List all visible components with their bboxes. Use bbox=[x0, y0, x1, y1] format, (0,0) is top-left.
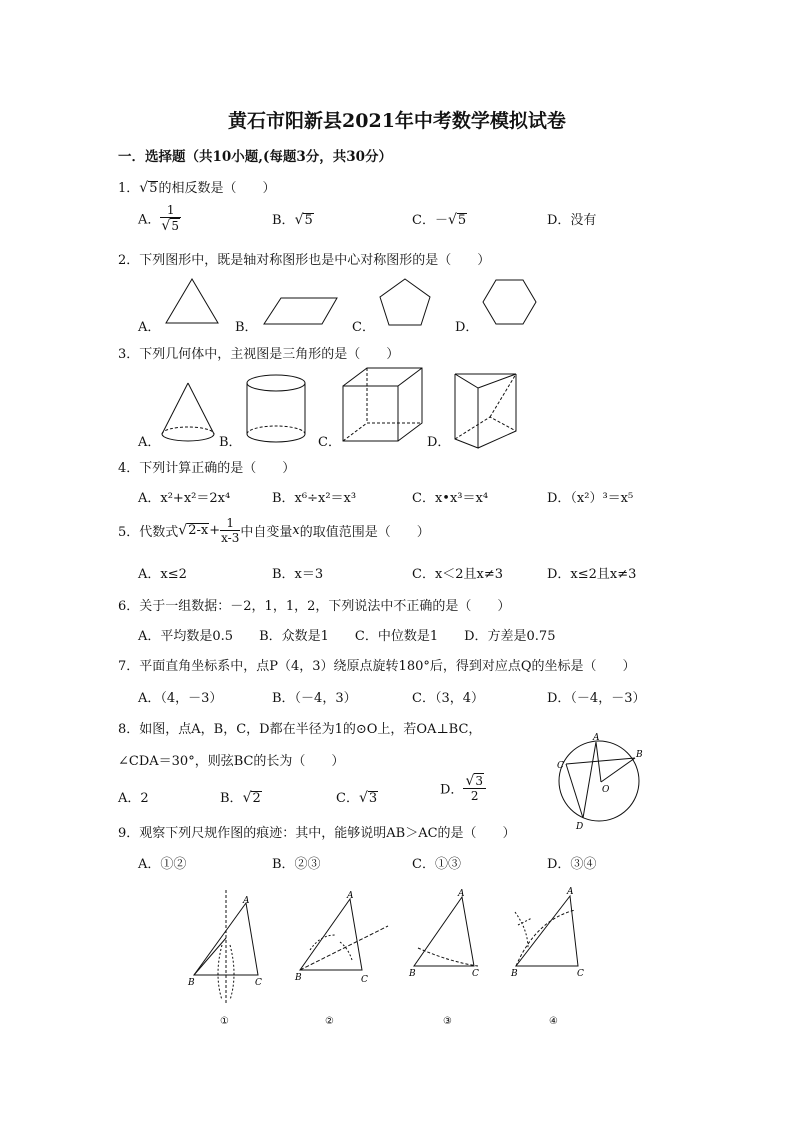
fig2-point-c: C bbox=[361, 975, 368, 985]
numerator: 1 bbox=[220, 516, 240, 531]
q9-option-d: D．③④ bbox=[547, 857, 597, 872]
q2-option-d: D． bbox=[455, 320, 479, 335]
fig2-point-a: A bbox=[347, 891, 354, 901]
q3-option-d: D． bbox=[427, 435, 451, 450]
point-b-label: B bbox=[636, 750, 643, 760]
radical-sign: √ bbox=[139, 180, 149, 196]
question-7-text: 7．平面直角坐标系中，点P（4，3）绕原点旋转180°后，得到对应点Q的坐标是（ ） bbox=[118, 659, 636, 674]
radicand: 5 bbox=[457, 213, 467, 228]
fig4-point-b: B bbox=[511, 969, 518, 979]
fig4-point-c: C bbox=[577, 969, 584, 979]
option-letter: A． bbox=[138, 212, 161, 228]
section-heading: 一．选择题（共10小题,(每题3分，共30分） bbox=[118, 149, 393, 165]
q1-option-b: B．√5 bbox=[272, 212, 313, 228]
construction-figure-4 bbox=[515, 896, 578, 966]
q3-option-c: C． bbox=[318, 435, 341, 450]
q6-options: A．平均数是0.5 B．众数是1 C．中位数是1 D．方差是0.75 bbox=[138, 629, 556, 644]
q5-variable: x bbox=[292, 523, 300, 538]
option-letter: C．－ bbox=[412, 213, 448, 228]
fig1-point-c: C bbox=[255, 978, 262, 988]
numerator: 1 bbox=[160, 203, 181, 218]
question-2-text: 2．下列图形中，既是轴对称图形也是中心对称图形的是（ ） bbox=[118, 253, 491, 268]
option-letter: C． bbox=[336, 791, 359, 806]
q5-option-d: D．x≤2且x≠3 bbox=[547, 567, 637, 582]
fig4-label: ④ bbox=[549, 1016, 558, 1027]
radicand: 3 bbox=[368, 791, 378, 806]
q8-option-a: A．2 bbox=[118, 791, 149, 806]
page-title: 黄石市阳新县2021年中考数学模拟试卷 bbox=[228, 110, 566, 132]
fig3-label: ③ bbox=[443, 1016, 452, 1027]
radicand: 3 bbox=[475, 774, 483, 788]
option-letter: B． bbox=[272, 213, 295, 228]
fig1-point-b: B bbox=[188, 978, 195, 988]
option-letter: D． bbox=[440, 782, 464, 798]
numerator: √3 bbox=[463, 773, 486, 789]
denominator: x-3 bbox=[221, 531, 240, 545]
denominator: √5 bbox=[161, 218, 179, 234]
q4-option-c: C．x•x³＝x⁴ bbox=[412, 491, 489, 506]
question-3-text: 3．下列几何体中，主视图是三角形的是（ ） bbox=[118, 347, 400, 362]
question-4-text: 4．下列计算正确的是（ ） bbox=[118, 461, 296, 476]
construction-figure-2 bbox=[300, 899, 388, 970]
q8-option-b: B．√2 bbox=[220, 790, 261, 806]
radicand: 5 bbox=[304, 213, 313, 228]
q9-option-a: A．①② bbox=[138, 857, 187, 872]
q5-option-c: C．x＜2且x≠3 bbox=[412, 567, 504, 582]
question-8-line1: 8．如图，点A，B，C，D都在半径为1的⊙O上，若OA⊥BC， bbox=[118, 722, 482, 737]
q5-radicand: 2-x bbox=[188, 523, 209, 538]
q5-option-a: A．x≤2 bbox=[138, 567, 187, 582]
q5-text: 中自变量 bbox=[240, 525, 293, 540]
fig3-point-a: A bbox=[458, 889, 465, 899]
q4-option-d: D．（x²）³＝x⁵ bbox=[547, 491, 634, 506]
construction-figure-3 bbox=[414, 897, 478, 966]
q5-option-b: B．x＝3 bbox=[272, 567, 324, 582]
radicand: 2 bbox=[252, 791, 261, 806]
q8-option-c: C．√3 bbox=[336, 790, 378, 806]
q3-option-a: A． bbox=[138, 435, 161, 450]
question-9-text: 9．观察下列尺规作图的痕迹：其中，能够说明AB＞AC的是（ ） bbox=[118, 826, 516, 841]
fig2-point-b: B bbox=[295, 973, 302, 983]
fig1-label: ① bbox=[220, 1016, 229, 1027]
q7-option-b: B．（－4，3） bbox=[272, 691, 357, 706]
fig3-point-b: B bbox=[409, 969, 416, 979]
radicand: 5 bbox=[171, 219, 179, 233]
point-a-label: A bbox=[593, 733, 600, 743]
q1-radicand: 5 bbox=[149, 181, 158, 196]
q7-option-c: C．（3，4） bbox=[412, 691, 484, 706]
q7-option-d: D．（－4，－3） bbox=[547, 691, 646, 706]
q7-option-a: A．（4，－3） bbox=[138, 691, 223, 706]
q4-option-a: A．x²+x²＝2x⁴ bbox=[138, 491, 231, 506]
q1-text: 的相反数是（ ） bbox=[158, 181, 276, 196]
q1-option-d: D．没有 bbox=[547, 213, 597, 228]
q4-option-b: B．x⁶÷x²＝x³ bbox=[272, 491, 357, 506]
q2-option-a: A． bbox=[138, 320, 161, 335]
q9-option-c: C．①③ bbox=[412, 857, 461, 872]
q5-text-end: 的取值范围是（ ） bbox=[299, 525, 430, 540]
fig4-point-a: A bbox=[567, 887, 574, 897]
point-c-label: C bbox=[557, 761, 564, 771]
point-o-label: O bbox=[602, 785, 610, 795]
denominator: 2 bbox=[470, 789, 479, 803]
question-5: 5．代数式√2-x+ $\frac{1}{x-3}$ 中自变量x的取值范围是（ ） bbox=[118, 516, 430, 545]
fig3-point-c: C bbox=[472, 969, 479, 979]
construction-figure-1 bbox=[194, 890, 258, 1005]
question-6-text: 6．关于一组数据：－2，1，1，2，下列说法中不正确的是（ ） bbox=[118, 599, 511, 614]
q2-option-b: B． bbox=[235, 320, 258, 335]
q9-option-b: B．②③ bbox=[272, 857, 321, 872]
point-d-label: D bbox=[576, 822, 584, 832]
q5-prefix: 5．代数式 bbox=[118, 525, 179, 540]
q1-option-c: C．－√5 bbox=[412, 212, 467, 228]
q1-number: 1． bbox=[118, 181, 140, 196]
fig2-label: ② bbox=[325, 1016, 334, 1027]
plus-sign: + bbox=[209, 523, 221, 538]
q2-option-c: C． bbox=[352, 320, 375, 335]
option-letter: B． bbox=[220, 791, 243, 806]
q3-option-b: B． bbox=[219, 435, 242, 450]
fig1-point-a: A bbox=[243, 896, 250, 906]
question-8-line2: ∠CDA＝30°，则弦BC的长为（ ） bbox=[118, 754, 345, 769]
